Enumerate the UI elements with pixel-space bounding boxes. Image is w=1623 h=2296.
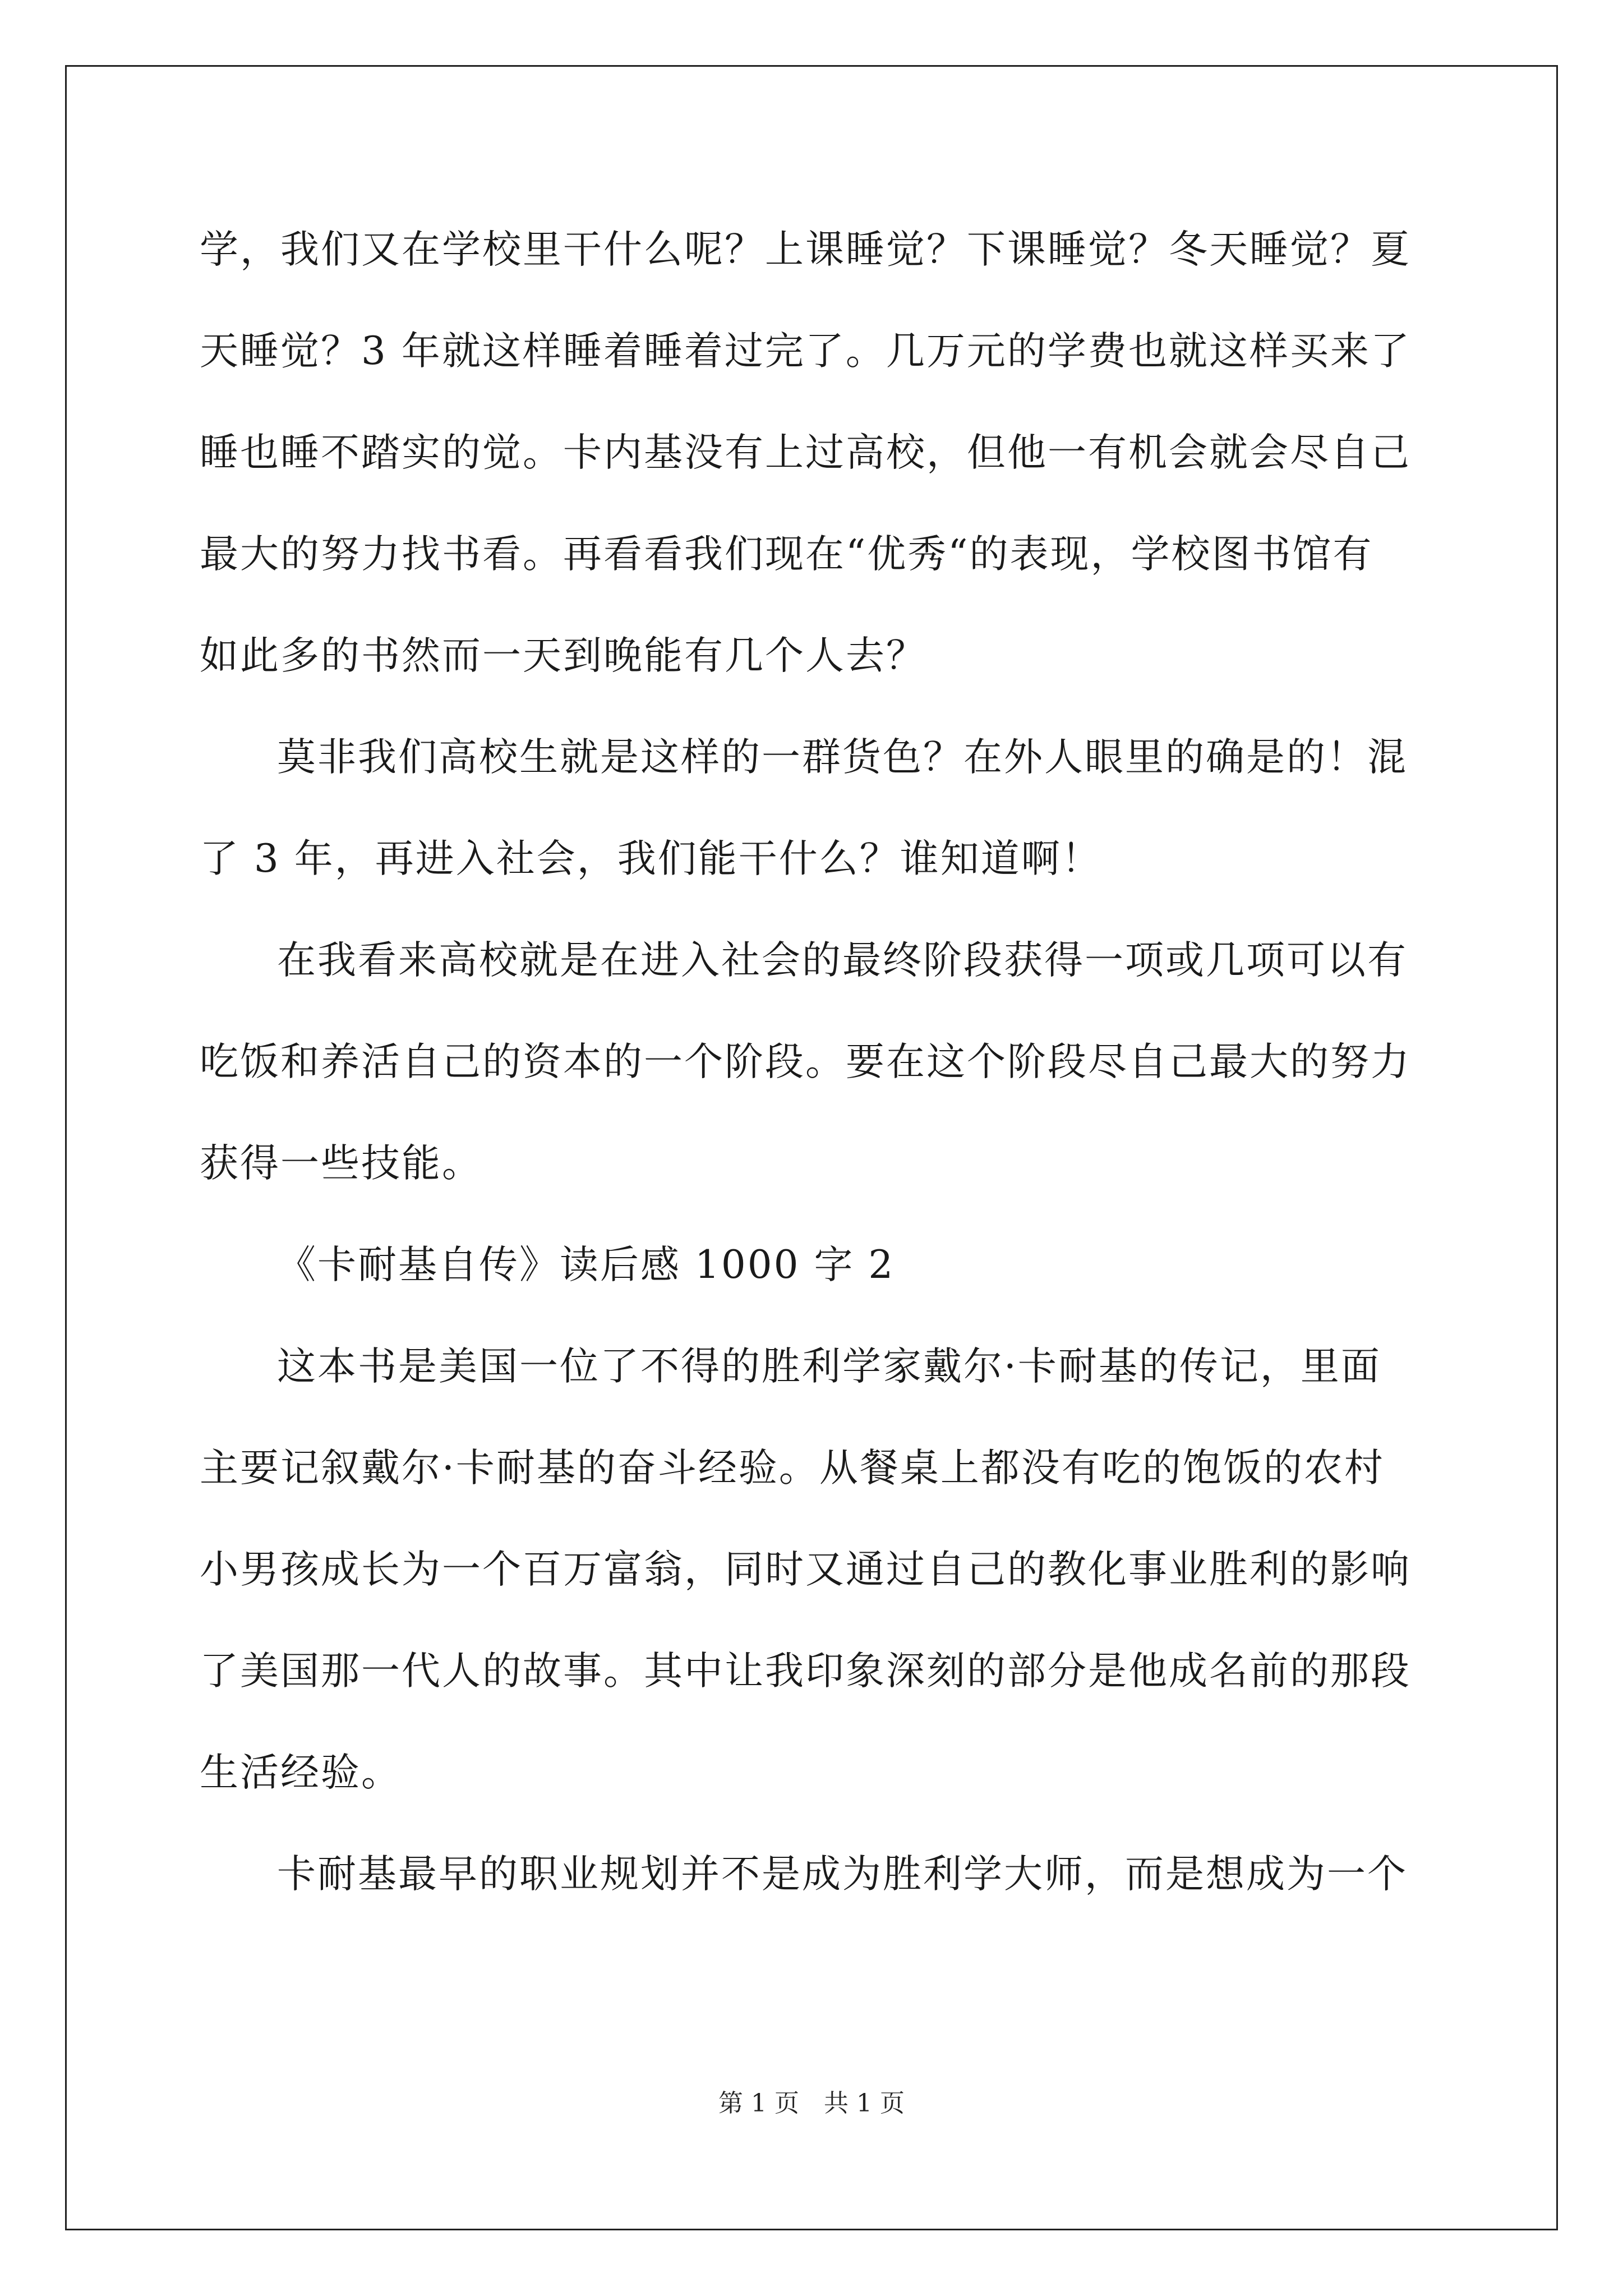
text-line-6: 莫非我们高校生就是这样的一群货色？在外人眼里的确是的！混 [277,735,1408,780]
text-line-14: 小男孩成长为一个百万富翁，同时又通过自己的教化事业胜利的影响 [200,1547,1411,1592]
text-line-2: 天睡觉？3 年就这样睡着睡着过完了。几万元的学费也就这样买来了 [200,329,1411,374]
text-line-3: 睡也睡不踏实的觉。卡内基没有上过高校，但他一有机会就会尽自己 [200,430,1411,475]
text-line-8: 在我看来高校就是在进入社会的最终阶段获得一项或几项可以有 [277,938,1408,983]
text-line-13: 主要记叙戴尔·卡耐基的奋斗经验。从餐桌上都没有吃的饱饭的农村 [200,1446,1385,1490]
text-line-1: 学，我们又在学校里干什么呢？上课睡觉？下课睡觉？冬天睡觉？夏 [200,227,1411,272]
text-line-16: 生活经验。 [200,1750,402,1795]
text-line-12: 这本书是美国一位了不得的胜利学家戴尔·卡耐基的传记，里面 [277,1344,1381,1389]
text-line-5: 如此多的书然而一天到晚能有几个人去？ [200,633,926,678]
text-line-9: 吃饭和养活自己的资本的一个阶段。要在这个阶段尽自己最大的努力 [200,1039,1411,1084]
page-footer: 第 1 页 共 1 页 [718,2089,905,2118]
text-line-7: 了 3 年，再进入社会，我们能干什么？谁知道啊！ [200,836,1102,881]
section-heading: 《卡耐基自传》读后感 1000 字 2 [277,1243,895,1287]
document-body [200,219,1428,1945]
text-line-10: 获得一些技能。 [200,1141,482,1186]
text-line-15: 了美国那一代人的故事。其中让我印象深刻的部分是他成名前的那段 [200,1649,1411,1694]
text-line-17: 卡耐基最早的职业规划并不是成为胜利学大师，而是想成为一个 [277,1852,1408,1897]
text-line-4: 最大的努力找书看。再看看我们现在“优秀“的表现，学校图书馆有 [200,532,1373,577]
